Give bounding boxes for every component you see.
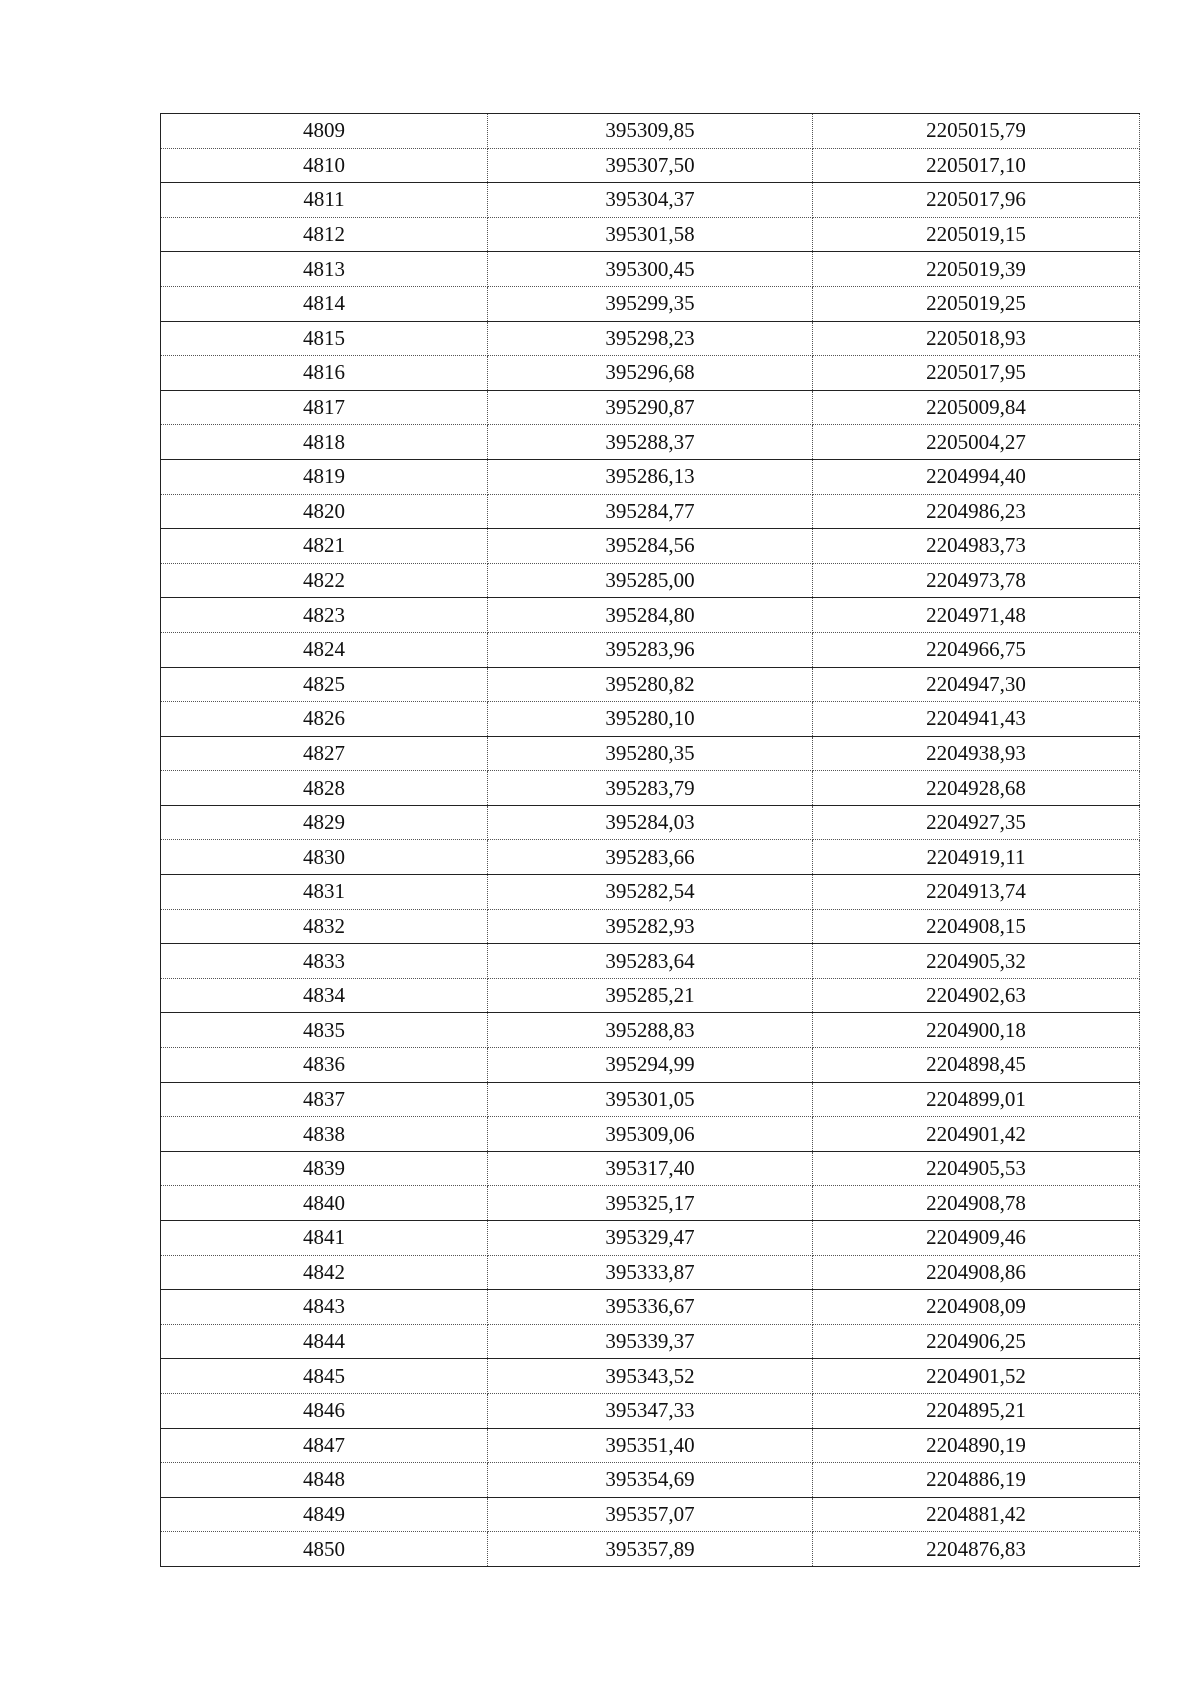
- point-number-cell: 4814: [161, 286, 488, 321]
- y-coordinate-cell: 2205015,79: [813, 114, 1140, 149]
- x-coordinate-cell: 395333,87: [487, 1255, 812, 1290]
- x-coordinate-cell: 395336,67: [487, 1290, 812, 1325]
- point-number-cell: 4812: [161, 217, 488, 252]
- y-coordinate-cell: 2204908,15: [813, 909, 1140, 944]
- table-row: [161, 1393, 1140, 1428]
- y-coordinate-cell: 2204919,11: [813, 840, 1140, 875]
- point-number-cell: 4822: [161, 563, 488, 598]
- point-number-cell: 4840: [161, 1186, 488, 1221]
- x-coordinate-cell: 395288,83: [487, 1013, 812, 1048]
- table-row: [161, 805, 1140, 840]
- y-coordinate-cell: 2204886,19: [813, 1463, 1140, 1498]
- x-coordinate-cell: 395280,82: [487, 667, 812, 702]
- x-coordinate-cell: 395317,40: [487, 1151, 812, 1186]
- x-coordinate-cell: 395284,56: [487, 529, 812, 564]
- point-number-cell: 4836: [161, 1048, 488, 1083]
- x-coordinate-cell: 395283,64: [487, 944, 812, 979]
- y-coordinate-cell: 2204913,74: [813, 875, 1140, 910]
- y-coordinate-cell: 2205017,96: [813, 183, 1140, 218]
- point-number-cell: 4816: [161, 356, 488, 391]
- table-row: [161, 217, 1140, 252]
- x-coordinate-cell: 395298,23: [487, 321, 812, 356]
- point-number-cell: 4820: [161, 494, 488, 529]
- y-coordinate-cell: 2204938,93: [813, 736, 1140, 771]
- x-coordinate-cell: 395284,80: [487, 598, 812, 633]
- table-row: [161, 771, 1140, 806]
- table-row: [161, 909, 1140, 944]
- point-number-cell: 4821: [161, 529, 488, 564]
- point-number-cell: 4846: [161, 1393, 488, 1428]
- x-coordinate-cell: 395309,85: [487, 114, 812, 149]
- point-number-cell: 4815: [161, 321, 488, 356]
- point-number-cell: 4827: [161, 736, 488, 771]
- y-coordinate-cell: 2204966,75: [813, 632, 1140, 667]
- table-row: [161, 632, 1140, 667]
- x-coordinate-cell: 395283,79: [487, 771, 812, 806]
- x-coordinate-cell: 395280,35: [487, 736, 812, 771]
- x-coordinate-cell: 395304,37: [487, 183, 812, 218]
- y-coordinate-cell: 2205017,95: [813, 356, 1140, 391]
- x-coordinate-cell: 395290,87: [487, 390, 812, 425]
- table-row: [161, 425, 1140, 460]
- y-coordinate-cell: 2205017,10: [813, 148, 1140, 183]
- point-number-cell: 4818: [161, 425, 488, 460]
- y-coordinate-cell: 2205019,25: [813, 286, 1140, 321]
- x-coordinate-cell: 395286,13: [487, 459, 812, 494]
- y-coordinate-cell: 2204994,40: [813, 459, 1140, 494]
- table-row: [161, 494, 1140, 529]
- point-number-cell: 4839: [161, 1151, 488, 1186]
- point-number-cell: 4850: [161, 1532, 488, 1567]
- x-coordinate-cell: 395285,21: [487, 978, 812, 1013]
- y-coordinate-cell: 2204901,42: [813, 1117, 1140, 1152]
- y-coordinate-cell: 2204908,78: [813, 1186, 1140, 1221]
- table-row: [161, 148, 1140, 183]
- point-number-cell: 4831: [161, 875, 488, 910]
- point-number-cell: 4845: [161, 1359, 488, 1394]
- table-row: [161, 183, 1140, 218]
- point-number-cell: 4829: [161, 805, 488, 840]
- x-coordinate-cell: 395309,06: [487, 1117, 812, 1152]
- table-row: [161, 736, 1140, 771]
- y-coordinate-cell: 2204941,43: [813, 702, 1140, 737]
- y-coordinate-cell: 2204986,23: [813, 494, 1140, 529]
- x-coordinate-cell: 395300,45: [487, 252, 812, 287]
- point-number-cell: 4843: [161, 1290, 488, 1325]
- table-row: [161, 667, 1140, 702]
- y-coordinate-cell: 2204947,30: [813, 667, 1140, 702]
- y-coordinate-cell: 2204906,25: [813, 1324, 1140, 1359]
- point-number-cell: 4828: [161, 771, 488, 806]
- x-coordinate-cell: 395307,50: [487, 148, 812, 183]
- table-row: [161, 252, 1140, 287]
- y-coordinate-cell: 2204881,42: [813, 1497, 1140, 1532]
- y-coordinate-cell: 2204971,48: [813, 598, 1140, 633]
- x-coordinate-cell: 395284,03: [487, 805, 812, 840]
- coordinates-table: [160, 113, 1140, 1567]
- table-row: [161, 978, 1140, 1013]
- x-coordinate-cell: 395301,58: [487, 217, 812, 252]
- point-number-cell: 4848: [161, 1463, 488, 1498]
- point-number-cell: 4819: [161, 459, 488, 494]
- table-row: [161, 1117, 1140, 1152]
- x-coordinate-cell: 395347,33: [487, 1393, 812, 1428]
- point-number-cell: 4830: [161, 840, 488, 875]
- point-number-cell: 4837: [161, 1082, 488, 1117]
- x-coordinate-cell: 395280,10: [487, 702, 812, 737]
- y-coordinate-cell: 2204898,45: [813, 1048, 1140, 1083]
- y-coordinate-cell: 2205019,39: [813, 252, 1140, 287]
- y-coordinate-cell: 2205009,84: [813, 390, 1140, 425]
- y-coordinate-cell: 2205019,15: [813, 217, 1140, 252]
- point-number-cell: 4832: [161, 909, 488, 944]
- table-row: [161, 1324, 1140, 1359]
- coordinates-table-body: [161, 114, 1140, 1567]
- y-coordinate-cell: 2204928,68: [813, 771, 1140, 806]
- table-row: [161, 1013, 1140, 1048]
- point-number-cell: 4844: [161, 1324, 488, 1359]
- x-coordinate-cell: 395301,05: [487, 1082, 812, 1117]
- point-number-cell: 4813: [161, 252, 488, 287]
- y-coordinate-cell: 2204983,73: [813, 529, 1140, 564]
- table-row: [161, 944, 1140, 979]
- table-row: [161, 1463, 1140, 1498]
- point-number-cell: 4833: [161, 944, 488, 979]
- y-coordinate-cell: 2204895,21: [813, 1393, 1140, 1428]
- table-row: [161, 1532, 1140, 1567]
- table-row: [161, 702, 1140, 737]
- y-coordinate-cell: 2204901,52: [813, 1359, 1140, 1394]
- table-row: [161, 1290, 1140, 1325]
- x-coordinate-cell: 395288,37: [487, 425, 812, 460]
- point-number-cell: 4824: [161, 632, 488, 667]
- y-coordinate-cell: 2204927,35: [813, 805, 1140, 840]
- x-coordinate-cell: 395284,77: [487, 494, 812, 529]
- point-number-cell: 4809: [161, 114, 488, 149]
- table-row: [161, 356, 1140, 391]
- y-coordinate-cell: 2204908,09: [813, 1290, 1140, 1325]
- x-coordinate-cell: 395283,66: [487, 840, 812, 875]
- point-number-cell: 4835: [161, 1013, 488, 1048]
- y-coordinate-cell: 2204900,18: [813, 1013, 1140, 1048]
- table-row: [161, 1186, 1140, 1221]
- x-coordinate-cell: 395299,35: [487, 286, 812, 321]
- x-coordinate-cell: 395357,89: [487, 1532, 812, 1567]
- x-coordinate-cell: 395339,37: [487, 1324, 812, 1359]
- table-row: [161, 529, 1140, 564]
- table-row: [161, 321, 1140, 356]
- point-number-cell: 4849: [161, 1497, 488, 1532]
- y-coordinate-cell: 2204973,78: [813, 563, 1140, 598]
- table-row: [161, 563, 1140, 598]
- table-row: [161, 1151, 1140, 1186]
- x-coordinate-cell: 395343,52: [487, 1359, 812, 1394]
- point-number-cell: 4841: [161, 1221, 488, 1256]
- y-coordinate-cell: 2204905,32: [813, 944, 1140, 979]
- x-coordinate-cell: 395285,00: [487, 563, 812, 598]
- x-coordinate-cell: 395354,69: [487, 1463, 812, 1498]
- y-coordinate-cell: 2204902,63: [813, 978, 1140, 1013]
- y-coordinate-cell: 2204908,86: [813, 1255, 1140, 1290]
- point-number-cell: 4817: [161, 390, 488, 425]
- table-row: [161, 1048, 1140, 1083]
- table-row: [161, 1082, 1140, 1117]
- table-row: [161, 390, 1140, 425]
- point-number-cell: 4823: [161, 598, 488, 633]
- point-number-cell: 4826: [161, 702, 488, 737]
- point-number-cell: 4842: [161, 1255, 488, 1290]
- y-coordinate-cell: 2205004,27: [813, 425, 1140, 460]
- table-row: [161, 114, 1140, 149]
- x-coordinate-cell: 395294,99: [487, 1048, 812, 1083]
- point-number-cell: 4811: [161, 183, 488, 218]
- y-coordinate-cell: 2204890,19: [813, 1428, 1140, 1463]
- y-coordinate-cell: 2204905,53: [813, 1151, 1140, 1186]
- table-row: [161, 286, 1140, 321]
- table-row: [161, 1428, 1140, 1463]
- x-coordinate-cell: 395329,47: [487, 1221, 812, 1256]
- table-row: [161, 1221, 1140, 1256]
- x-coordinate-cell: 395282,54: [487, 875, 812, 910]
- point-number-cell: 4834: [161, 978, 488, 1013]
- x-coordinate-cell: 395282,93: [487, 909, 812, 944]
- y-coordinate-cell: 2204876,83: [813, 1532, 1140, 1567]
- table-row: [161, 1359, 1140, 1394]
- point-number-cell: 4838: [161, 1117, 488, 1152]
- point-number-cell: 4825: [161, 667, 488, 702]
- point-number-cell: 4847: [161, 1428, 488, 1463]
- y-coordinate-cell: 2204909,46: [813, 1221, 1140, 1256]
- x-coordinate-cell: 395296,68: [487, 356, 812, 391]
- x-coordinate-cell: 395325,17: [487, 1186, 812, 1221]
- table-row: [161, 598, 1140, 633]
- table-row: [161, 1255, 1140, 1290]
- x-coordinate-cell: 395351,40: [487, 1428, 812, 1463]
- y-coordinate-cell: 2204899,01: [813, 1082, 1140, 1117]
- table-row: [161, 1497, 1140, 1532]
- table-row: [161, 875, 1140, 910]
- point-number-cell: 4810: [161, 148, 488, 183]
- table-row: [161, 840, 1140, 875]
- y-coordinate-cell: 2205018,93: [813, 321, 1140, 356]
- x-coordinate-cell: 395357,07: [487, 1497, 812, 1532]
- table-row: [161, 459, 1140, 494]
- x-coordinate-cell: 395283,96: [487, 632, 812, 667]
